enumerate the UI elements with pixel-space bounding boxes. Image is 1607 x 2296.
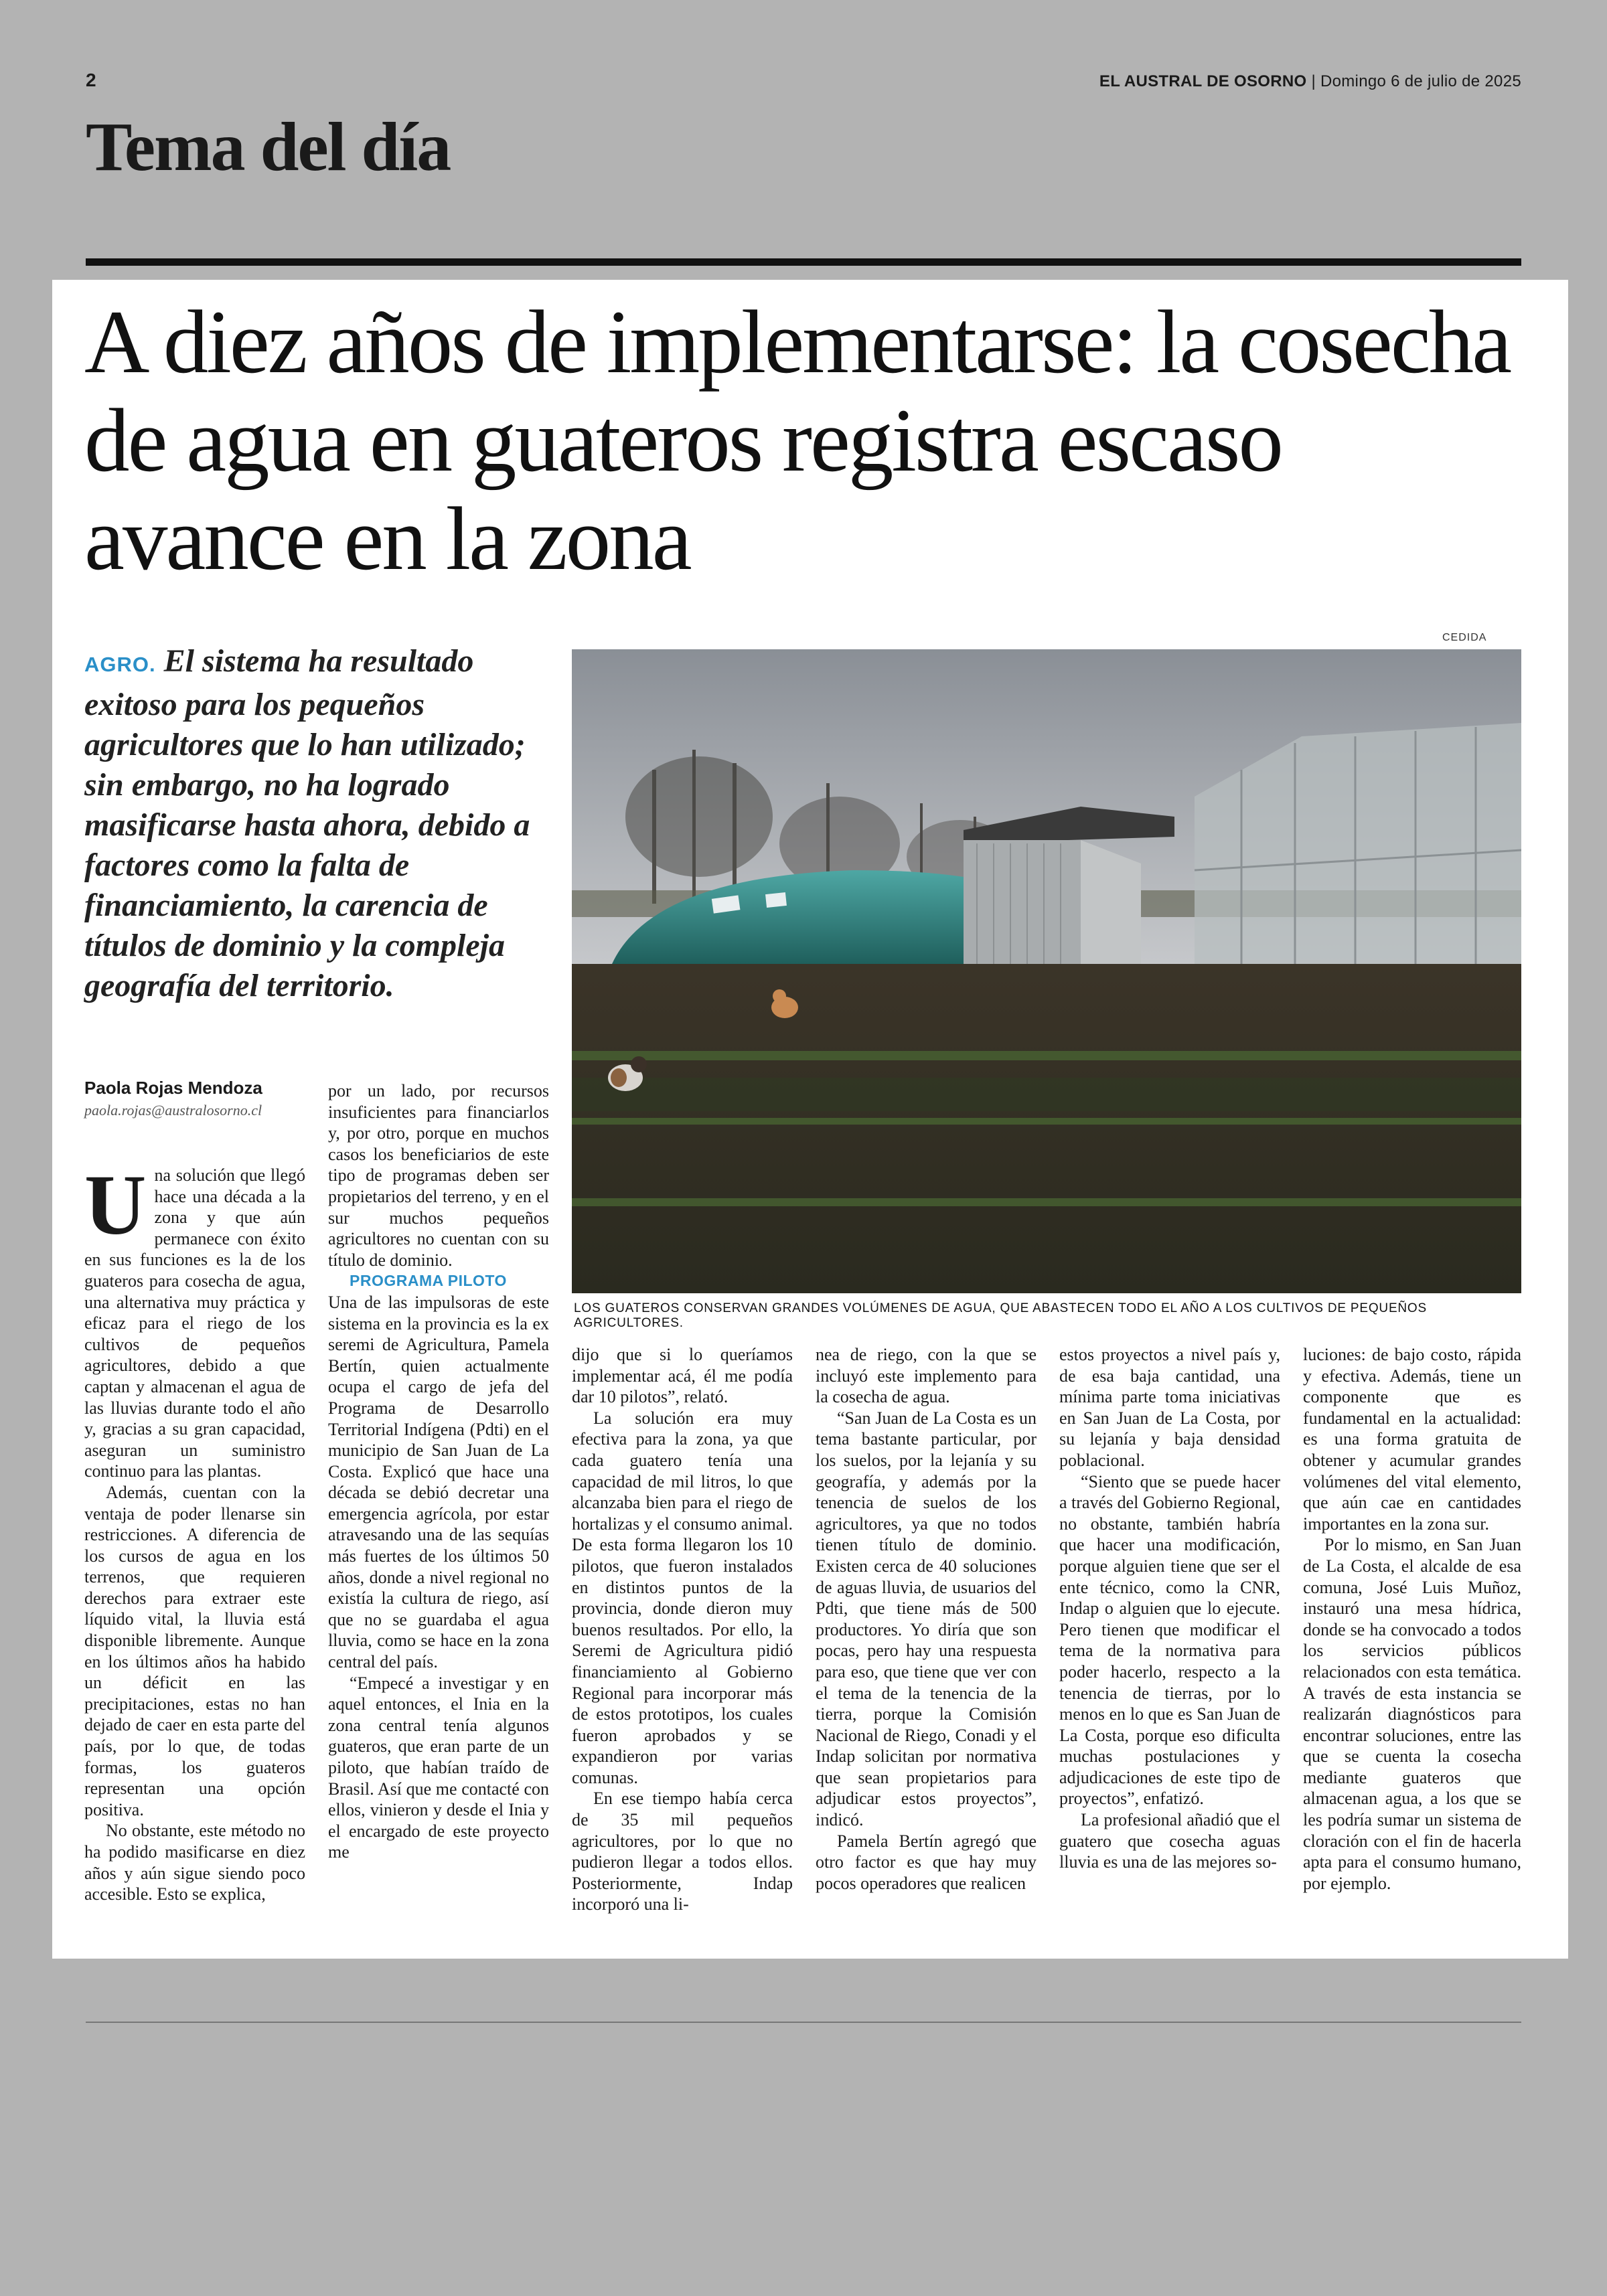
- paragraph: Además, cuentan con la ventaja de poder llenarse sin restricciones. A diferencia de los cursos de agua en los terrenos, que requieren derechos para extraer este líquido vital, la lluvia está disponible libremente. Aunque en los últimos años ha habido un déficit en las precipitaciones, estas no han dejado de caer en esta parte del país, por lo que, de todas formas, los guateros representan una opción positiva.: [84, 1482, 305, 1819]
- author-email: paola.rojas@australosorno.cl: [84, 1102, 262, 1119]
- body-column-4: [816, 1344, 1037, 1894]
- body-column-1: [84, 1157, 305, 1905]
- guatero-photo-illustration: [572, 649, 1521, 1293]
- article-photo: [572, 649, 1521, 1293]
- photo-credit: CEDIDA: [1442, 632, 1487, 643]
- masthead-separator: |: [1311, 72, 1320, 90]
- lead-text: El sistema ha resultado exitoso para los pequeños agricultores que lo han utilizado; sin embargo, no ha logrado masificarse hasta ahora, debido a factores como la falta de financiamiento, la carencia de títulos de dominio y la compleja geografía del territorio.: [84, 643, 530, 1003]
- footer-rule: [86, 2022, 1521, 2023]
- author-byline: Paola Rojas Mendoza: [84, 1078, 262, 1098]
- page-number: 2: [86, 70, 96, 90]
- paragraph-text: na solución que llegó hace una década a la zona y que aún permanece con éxito en sus funciones es la de los guateros para cosecha de agua, una alternativa muy práctica y eficaz para el riego de los cultivos de pequeños agricultores, debido a que captan y almacenan el agua de las lluvias durante todo el año y, gracias a su gran capacidad, aseguran un suministro continuo para las plantas.: [84, 1165, 305, 1481]
- paragraph: “Empecé a investigar y en aquel entonces, el Inia en la zona central tenía algunos guateros, que eran parte de un piloto, que habían traído de Brasil. Así que me contacté con ellos, vinieron y desde el Inia y el encargado de este proyecto me: [328, 1673, 549, 1862]
- publication-name: EL AUSTRAL DE OSORNO: [1099, 72, 1307, 90]
- section-rule: [86, 258, 1521, 266]
- subheading: PROGRAMA PILOTO: [350, 1272, 507, 1290]
- lead-paragraph: [84, 641, 553, 1006]
- lead-tag: AGRO.: [84, 653, 156, 676]
- paragraph: La solución era muy efectiva para la zona, ya que cada guatero tenía una capacidad de mil litros, lo que alcanzaba bien para el riego de hortalizas y el consumo animal. De esta forma llegaron los 10 pilotos, que fueron instalados en distintos puntos de la provincia, donde dieron muy buenos resultados. Por ello, la Seremi de Agricultura pidió financiamiento al Gobierno Regional para incorporar más de estos prototipos, los cuales fueron aprobados y se expandieron por varias comunas.: [572, 1408, 793, 1787]
- paragraph: por un lado, por recursos insuficientes para financiarlos y, por otro, porque en muchos casos los beneficiarios de este tipo de programas deben ser propietarios del terreno, y en el sur muchos pequeños agricultores no cuentan con su título de dominio.: [328, 1081, 549, 1270]
- paragraph: Por lo mismo, en San Juan de La Costa, el alcalde de esa comuna, José Luis Muñoz, instauró una mesa hídrica, donde se ha convocado a todos los servicios públicos relacionados con esta temática. A través de esta instancia se realizarán diagnósticos para encontrar soluciones, entre las que se cuenta la cosecha mediante guateros que almacenan agua, a los que se les podría sumar un sistema de cloración con el fin de hacerla apta para el consumo humano, por ejemplo.: [1303, 1535, 1521, 1893]
- paragraph: nea de riego, con la que se incluyó este implemento para la cosecha de agua.: [816, 1345, 1037, 1407]
- body-column-3: [572, 1344, 793, 1915]
- paragraph: La profesional añadió que el guatero que cosecha aguas lluvia es una de las mejores so-: [1059, 1810, 1280, 1872]
- paragraph: Una de las impulsoras de este sistema en la provincia es la ex seremi de Agricultura, Pamela Bertín, quien actualmente ocupa el cargo de jefa del Programa de Desarrollo Territorial Indígena (Pdti) en el municipio de San Juan de La Costa. Explicó que hace una década se debió decretar una emergencia agrícola, por estar atravesando una de las sequías más fuertes de los últimos 50 años, donde a nivel regional no existía la cultura de riego, así que no se guardaba el agua lluvia, como se hace en la zona central del país.: [328, 1292, 549, 1672]
- body-column-6: [1303, 1344, 1521, 1894]
- section-title: Tema del día: [86, 108, 451, 185]
- headline: A diez años de implementarse: la cosecha de agua en guateros registra escaso avance en la zona: [84, 293, 1511, 589]
- body-column-2: [328, 1080, 549, 1863]
- body-column-5: [1059, 1344, 1280, 1873]
- paragraph: estos proyectos a nivel país y, de esa baja cantidad, una mínima parte toma iniciativas en San Juan de La Costa, por su lejanía y baja densidad poblacional.: [1059, 1345, 1280, 1470]
- paragraph: Pamela Bertín agregó que otro factor es que hay muy pocos operadores que realicen: [816, 1831, 1037, 1893]
- masthead: [1099, 72, 1521, 91]
- paragraph: “San Juan de La Costa es un tema bastante particular, por los suelos, por la lejanía y su geografía, y además por la tenencia de suelos de los agricultores, ya que no todos tienen título de dominio. Existen cerca de 40 soluciones de aguas lluvia, de usuarios del Pdti, que tiene más de 500 productores. Yo diría que son pocas, pero hay una respuesta para eso, que tiene que ver con el tema de la tenencia de la tierra, porque la Comisión Nacional de Riego, Conadi y el Indap solicitan por normativa que sean propietarios para adjudicar estos proyectos”, indicó.: [816, 1408, 1037, 1830]
- paragraph: En ese tiempo había cerca de 35 mil pequeños agricultores, por lo que no pudieron llegar a todos ellos. Posteriormente, Indap incorporó una li-: [572, 1789, 793, 1914]
- photo-caption: LOS GUATEROS CONSERVAN GRANDES VOLÚMENES DE AGUA, QUE ABASTECEN TODO EL AÑO A LOS CULTIVOS DE PEQUEÑOS AGRICULTORES.: [574, 1301, 1427, 1330]
- paragraph: luciones: de bajo costo, rápida y efectiva. Además, tiene un componente que es fundamental en la actualidad: es una forma gratuita de obtener y acumular grandes volúmenes del vital elemento, que aún cae en cantidades importantes en la zona sur.: [1303, 1345, 1521, 1534]
- paragraph: No obstante, este método no ha podido masificarse en diez años y aún sigue siendo poco accesible. Esto se explica,: [84, 1821, 305, 1904]
- publication-date: Domingo 6 de julio de 2025: [1320, 72, 1521, 90]
- paragraph: “Siento que se puede hacer a través del Gobierno Regional, no obstante, también habría que hacer una modificación, porque alguien tiene que ser el ente técnico, como la CNR, Indap o alguien que lo ejecute. Pero tienen que modificar el tema de la normativa para poder hacerlo, respecto a la tenencia de tierras, por lo menos en lo que es San Juan de La Costa, porque eso dificulta muchas postulaciones y adjudicaciones de este tipo de proyectos”, enfatizó.: [1059, 1471, 1280, 1809]
- drop-cap: U: [84, 1157, 147, 1252]
- paragraph: dijo que si lo queríamos implementar acá, él me podía dar 10 pilotos”, relató.: [572, 1345, 793, 1407]
- paragraph: [84, 1157, 305, 1482]
